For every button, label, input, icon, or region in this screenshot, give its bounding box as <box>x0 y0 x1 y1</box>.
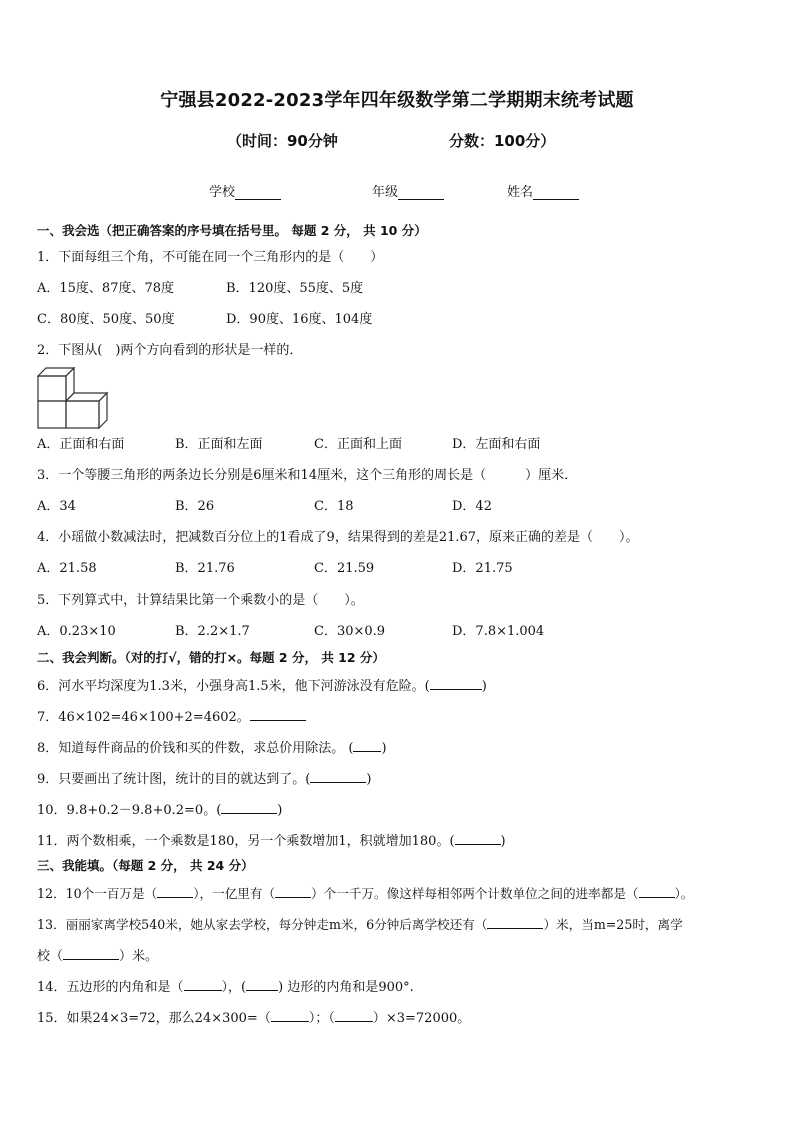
q9-text: 9．只要画出了统计图，统计的目的就达到了。( <box>37 772 311 787</box>
question-3: 3．一个等腰三角形的两条边长分别是6厘米和14厘米，这个三角形的周长是（ ）厘米． <box>37 468 578 483</box>
school-blank[interactable] <box>235 185 281 200</box>
name-blank[interactable] <box>533 185 579 200</box>
cube-top-face <box>38 368 74 376</box>
q4-option-a: A．21.58 <box>37 561 97 576</box>
q5-option-b: B．2.2×1.7 <box>175 624 250 639</box>
question-15 <box>37 1008 470 1028</box>
q8-answer-blank[interactable] <box>353 738 381 752</box>
q13-text-b: ）米，当m=25时，离学 <box>543 917 683 932</box>
school-label: 学校 <box>209 185 236 200</box>
cube-side-upper <box>66 368 74 401</box>
page-title: 宁强县2022-2023学年四年级数学第二学期期末统考试题 <box>160 90 634 111</box>
q7-answer-blank[interactable] <box>250 707 306 721</box>
q14-text-a: 14．五边形的内角和是（ <box>37 980 184 995</box>
cube-front-lower-left <box>38 401 66 428</box>
cube-stack-figure <box>37 367 109 429</box>
q5-option-c: C．30×0.9 <box>314 624 386 639</box>
question-13 <box>37 915 683 934</box>
q12-blank-3[interactable] <box>639 884 675 898</box>
question-8 <box>37 738 387 758</box>
q11-close: ) <box>500 834 506 849</box>
q2-option-b: B．正面和左面 <box>175 437 263 452</box>
q12-text-c: ）个一千万。像这样每相邻两个计数单位之间的进率都是（ <box>311 886 639 901</box>
q1-option-d: D．90度、16度、104度 <box>226 312 373 327</box>
q6-answer-blank[interactable] <box>430 676 482 690</box>
q2-option-d: D．左面和右面 <box>452 437 541 452</box>
q10-close: ) <box>277 803 283 818</box>
q8-text: 8．知道每件商品的价钱和买的件数，求总价用除法。 ( <box>37 741 354 756</box>
q13-blank-1[interactable] <box>487 915 543 929</box>
q3-option-c: C．18 <box>314 499 354 514</box>
question-1: 1．下面每组三个角，不可能在同一个三角形内的是（ ） <box>37 250 384 265</box>
q14-blank-2[interactable] <box>246 977 278 991</box>
grade-field <box>372 181 444 200</box>
q4-option-b: B．21.76 <box>175 561 235 576</box>
q12-blank-1[interactable] <box>157 884 193 898</box>
q13-text-a: 13．丽丽家离学校540米，她从家去学校，每分钟走m米，6分钟后离学校还有（ <box>37 917 488 932</box>
cube-front-upper <box>38 376 66 401</box>
question-14 <box>37 977 414 997</box>
q9-answer-blank[interactable] <box>310 769 366 783</box>
q1-option-a: A．15度、87度、78度 <box>37 281 175 296</box>
q5-option-a: A．0.23×10 <box>37 624 116 639</box>
q1-option-b: B．120度、55度、5度 <box>226 281 364 296</box>
q14-blank-1[interactable] <box>184 977 222 991</box>
question-4: 4．小瑶做小数减法时，把减数百分位上的1看成了9，结果得到的差是21.67，原来正确的差是（ ）。 <box>37 530 639 545</box>
school-field <box>209 181 281 200</box>
q3-option-d: D．42 <box>452 499 492 514</box>
q11-text: 11．两个数相乘，一个乘数是180，另一个乘数增加1，积就增加180。( <box>37 834 455 849</box>
q6-text: 6．河水平均深度为1.3米，小强身高1.5米，他下河游泳没有危险。( <box>37 679 430 694</box>
q12-text-d: ）。 <box>674 886 694 901</box>
q12-text-b: ），一亿里有（ <box>193 886 276 901</box>
question-13-cont <box>37 946 158 966</box>
question-5: 5．下列算式中，计算结果比第一个乘数小的是（ ）。 <box>37 593 364 608</box>
question-12 <box>37 884 693 903</box>
q14-text-c: ) 边形的内角和是900°. <box>278 980 414 995</box>
q3-option-a: A．34 <box>37 499 76 514</box>
q13-text-d: ）米。 <box>119 949 159 964</box>
student-info <box>0 181 794 201</box>
q3-option-b: B．26 <box>175 499 215 514</box>
q12-text-a: 12．10个一百万是（ <box>37 886 158 901</box>
cube-side-lower-right <box>99 393 107 428</box>
exam-time: （时间：90分钟 <box>227 132 338 150</box>
q10-text: 10．9.8+0.2－9.8+0.2=0。( <box>37 803 222 818</box>
q10-answer-blank[interactable] <box>221 800 277 814</box>
question-7 <box>37 707 306 727</box>
q7-text: 7．46×102=46×100+2=4602。 <box>37 710 250 725</box>
q4-option-c: C．21.59 <box>314 561 375 576</box>
grade-label: 年级 <box>372 185 399 200</box>
q14-text-b: ），( <box>221 980 247 995</box>
q4-option-d: D．21.75 <box>452 561 513 576</box>
q15-text-b: ）；（ <box>308 1011 335 1026</box>
q13-text-c: 校（ <box>37 949 64 964</box>
cube-front-lower-right <box>66 401 99 428</box>
q2-option-a: A．正面和右面 <box>37 437 125 452</box>
q8-close: ) <box>381 741 387 756</box>
section-heading-2: 二、我会判断。（对的打√，错的打×。每题 2 分， 共 12 分） <box>37 650 385 665</box>
q15-blank-1[interactable] <box>271 1008 309 1022</box>
name-field <box>507 181 579 200</box>
section-heading-3: 三、我能填。（每题 2 分， 共 24 分） <box>37 858 254 873</box>
question-10 <box>37 800 282 820</box>
question-11 <box>37 831 506 851</box>
q13-blank-2[interactable] <box>63 946 119 960</box>
question-2: 2．下图从( )两个方向看到的形状是一样的． <box>37 343 303 358</box>
q9-close: ) <box>366 772 372 787</box>
question-9 <box>37 769 371 789</box>
q12-blank-2[interactable] <box>275 884 311 898</box>
section-heading-1: 一、我会选（把正确答案的序号填在括号里。 每题 2 分， 共 10 分） <box>37 223 427 238</box>
q5-option-d: D．7.8×1.004 <box>452 624 545 639</box>
q1-option-c: C．80度、50度、50度 <box>37 312 175 327</box>
q15-text-a: 15．如果24×3=72，那么24×300=（ <box>37 1011 271 1026</box>
q15-blank-2[interactable] <box>335 1008 373 1022</box>
exam-score: 分数：100分） <box>449 132 556 150</box>
q6-close: ) <box>481 679 487 694</box>
question-6 <box>37 676 487 696</box>
q15-text-c: ）×3=72000。 <box>372 1011 471 1026</box>
name-label: 姓名 <box>507 185 534 200</box>
q11-answer-blank[interactable] <box>455 831 501 845</box>
grade-blank[interactable] <box>398 185 444 200</box>
q2-option-c: C．正面和上面 <box>314 437 402 452</box>
